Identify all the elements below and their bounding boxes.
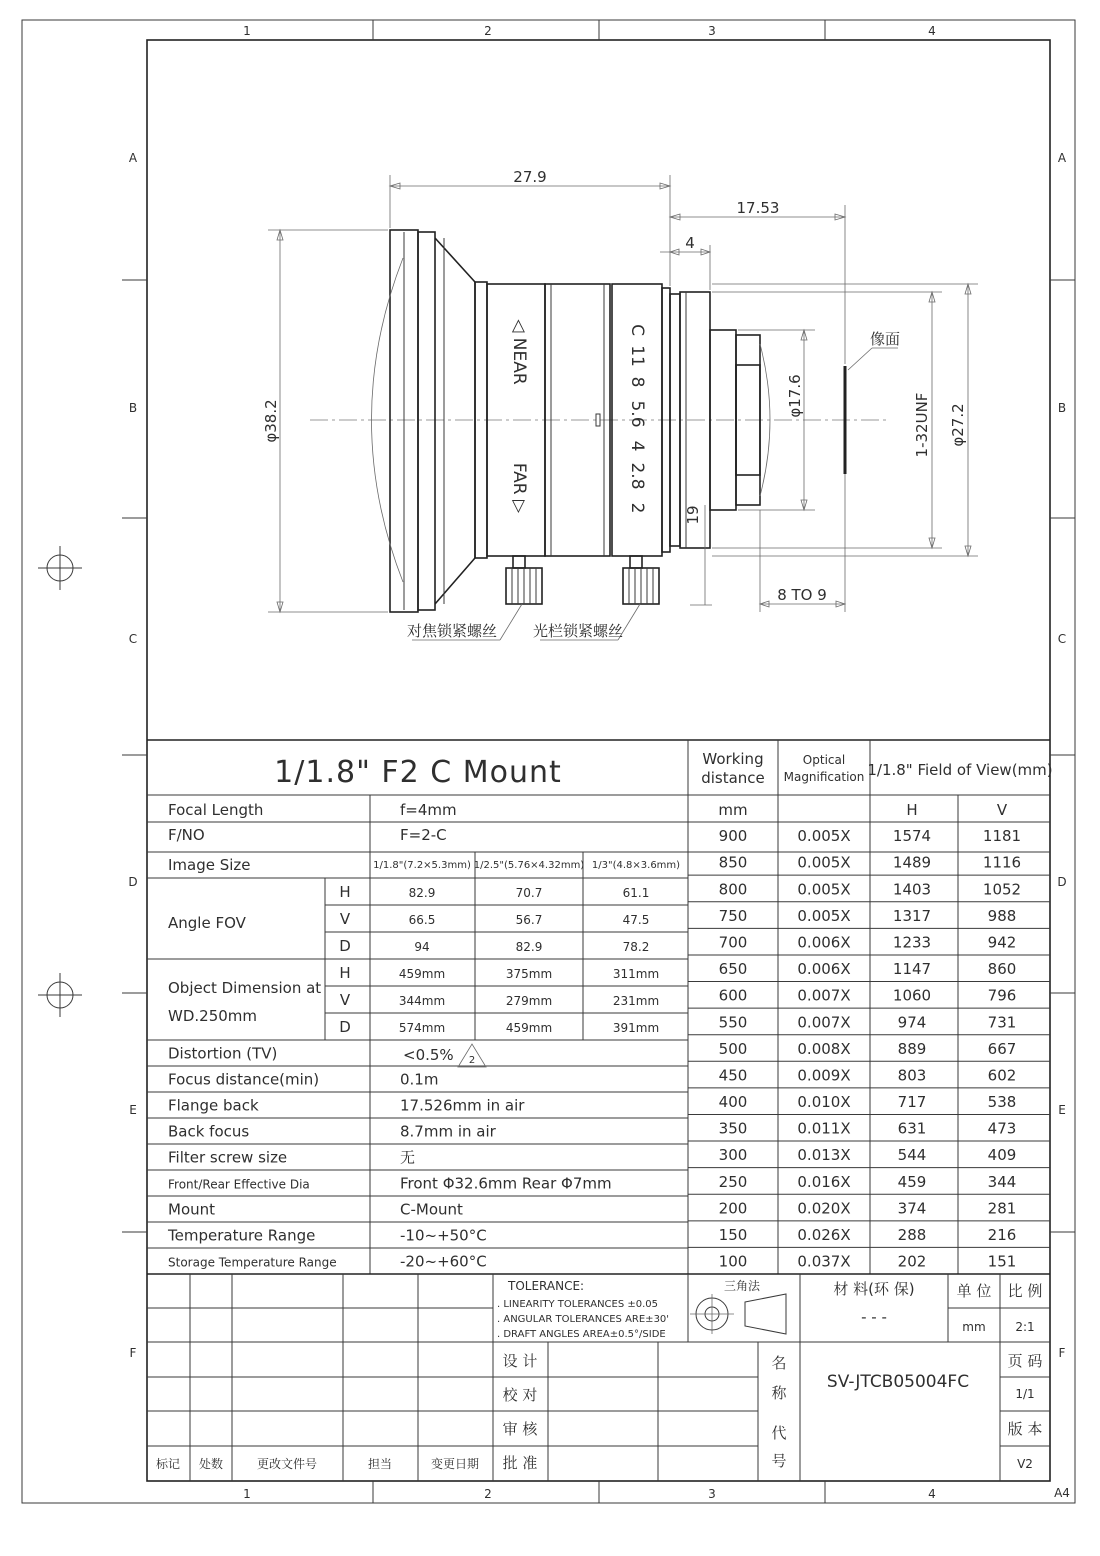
far-label: FAR ▷ xyxy=(509,462,529,514)
magnification-header: Optical xyxy=(802,753,846,767)
row-label: D xyxy=(1057,875,1067,889)
spec-title: 1/1.8" F2 C Mount xyxy=(274,755,562,790)
code-char: 号 xyxy=(771,1452,787,1470)
table-cell: 94 xyxy=(414,939,430,954)
page-value: 1/1 xyxy=(1015,1387,1035,1401)
dim-length: 27.9 xyxy=(513,168,547,186)
material-label: 材 料(环 保) xyxy=(833,1280,915,1298)
object-dimension-label: WD.250mm xyxy=(168,1007,258,1025)
working-distance-cell: 900 xyxy=(718,827,748,846)
table-cell: 391mm xyxy=(612,1020,660,1035)
fov-h-cell: 1489 xyxy=(892,853,932,872)
object-dimension-label: Object Dimension at xyxy=(168,979,322,997)
row-label: C xyxy=(1057,632,1067,646)
revision-header: 担当 xyxy=(367,1457,393,1471)
code-char: 代 xyxy=(771,1424,787,1442)
working-distance-cell: 650 xyxy=(718,960,748,979)
f-stop-label: C xyxy=(627,324,647,336)
dim-thread: 1-32UNF xyxy=(913,392,931,458)
magnification-cell: 0.010X xyxy=(797,1093,851,1112)
fov-h-cell: 803 xyxy=(897,1066,927,1085)
f-stop-label: 2 xyxy=(627,502,647,514)
fov-h-cell: 717 xyxy=(897,1093,927,1112)
axis-key: V xyxy=(339,990,351,1009)
row-label: A xyxy=(1057,151,1067,165)
row-label: F xyxy=(129,1346,137,1360)
working-distance-cell: 150 xyxy=(718,1225,748,1244)
working-distance-cell: 100 xyxy=(718,1252,748,1271)
fov-v-cell: 281 xyxy=(987,1199,1017,1218)
working-distance-header: distance xyxy=(701,769,765,787)
lens-drawing xyxy=(310,230,900,640)
table-cell: 47.5 xyxy=(622,912,650,927)
magnification-cell: 0.006X xyxy=(797,960,851,979)
spec-value: 0.1m xyxy=(400,1070,439,1089)
fov-v-cell: 860 xyxy=(987,960,1017,979)
revision-header: 变更日期 xyxy=(430,1457,480,1471)
fov-v-cell: 942 xyxy=(987,933,1017,952)
dim-small-diameter: 19 xyxy=(684,505,702,525)
col-label: 2 xyxy=(484,1487,492,1501)
unit-label: 单 位 xyxy=(956,1282,992,1300)
fov-v-cell: 216 xyxy=(987,1225,1017,1244)
dimensions xyxy=(262,168,978,612)
revision-header: 更改文件号 xyxy=(256,1457,318,1471)
image-size-value: 1/3"(4.8×3.6mm) xyxy=(591,860,681,871)
fov-v-cell: 796 xyxy=(987,986,1017,1005)
col-label: 4 xyxy=(928,1487,936,1501)
table-cell: 231mm xyxy=(612,993,660,1008)
version-label: 版 本 xyxy=(1007,1420,1043,1438)
image-plane-label: 像面 xyxy=(869,330,901,348)
magnification-cell: 0.037X xyxy=(797,1252,851,1271)
magnification-cell: 0.016X xyxy=(797,1172,851,1191)
spec-label: Temperature Range xyxy=(168,1226,316,1245)
axis-key: D xyxy=(339,1017,351,1036)
magnification-cell: 0.007X xyxy=(797,986,851,1005)
table-cell: 375mm xyxy=(505,966,553,981)
f-stop-label: 8 xyxy=(627,376,647,388)
fov-v-cell: 473 xyxy=(987,1119,1017,1138)
axis-key: V xyxy=(339,909,351,928)
magnification-cell: 0.020X xyxy=(797,1199,851,1218)
fov-h-cell: 1060 xyxy=(892,986,932,1005)
magnification-header: Magnification xyxy=(783,770,865,784)
working-distance-cell: 250 xyxy=(718,1172,748,1191)
working-distance-cell: 450 xyxy=(718,1066,748,1085)
fov-h-cell: 459 xyxy=(897,1172,927,1191)
fov-v-cell: 988 xyxy=(987,906,1017,925)
working-distance-cell: 400 xyxy=(718,1093,748,1112)
table-cell: 70.7 xyxy=(515,885,543,900)
col-label: 2 xyxy=(484,24,492,38)
fov-v-cell: 667 xyxy=(987,1039,1017,1058)
magnification-cell: 0.026X xyxy=(797,1225,851,1244)
material-value: - - - xyxy=(861,1308,887,1326)
table-cell: 459mm xyxy=(505,1020,553,1035)
spec-value: -20~+60°C xyxy=(400,1252,487,1271)
spec-value: 8.7mm in air xyxy=(400,1122,496,1141)
spec-label: Distortion (TV) xyxy=(168,1044,278,1063)
fov-v-cell: 538 xyxy=(987,1093,1017,1112)
table-cell: 56.7 xyxy=(515,912,543,927)
magnification-cell: 0.013X xyxy=(797,1146,851,1165)
table-cell: 66.5 xyxy=(408,912,436,927)
spec-label: Storage Temperature Range xyxy=(168,1255,337,1270)
spec-label: Mount xyxy=(168,1200,216,1219)
scale-value: 2:1 xyxy=(1015,1320,1035,1334)
spec-label: F/NO xyxy=(168,826,205,844)
tolerance-line: . ANGULAR TOLERANCES ARE±30' xyxy=(497,1314,670,1325)
revision-mark: 2 xyxy=(468,1055,476,1066)
working-distance-cell: 200 xyxy=(718,1199,748,1218)
magnification-cell: 0.007X xyxy=(797,1013,851,1032)
row-label: E xyxy=(1058,1103,1066,1117)
spec-label: Front/Rear Effective Dia xyxy=(168,1177,310,1192)
axis-key: H xyxy=(339,882,351,901)
f-stop-label: 5.6 xyxy=(627,400,647,428)
axis-key: H xyxy=(339,963,351,982)
part-number: SV-JTCB05004FC xyxy=(826,1372,970,1392)
col-label: 1 xyxy=(243,24,251,38)
dim-mount-diameter: φ27.2 xyxy=(949,403,967,447)
tolerance-title: TOLERANCE: xyxy=(508,1279,585,1293)
spec-value: C-Mount xyxy=(400,1200,463,1219)
fov-h-cell: 374 xyxy=(897,1199,927,1218)
table-cell: 574mm xyxy=(398,1020,446,1035)
magnification-cell: 0.005X xyxy=(797,827,851,846)
table-cell: 311mm xyxy=(612,966,660,981)
fov-h-cell: 1233 xyxy=(892,933,932,952)
row-label: E xyxy=(129,1103,137,1117)
dim-flange: 17.53 xyxy=(736,199,780,217)
table-cell: 344mm xyxy=(398,993,446,1008)
name-char: 名 xyxy=(771,1354,787,1372)
angle-fov-label: Angle FOV xyxy=(168,914,246,932)
revision-header: 标记 xyxy=(155,1457,181,1471)
image-size-value: 1/2.5"(5.76×4.32mm) xyxy=(473,860,585,871)
magnification-cell: 0.006X xyxy=(797,933,851,952)
unit-value: mm xyxy=(962,1320,986,1334)
spec-value: 无 xyxy=(400,1148,416,1167)
magnification-cell: 0.005X xyxy=(797,906,851,925)
projection-method: 三角法 xyxy=(723,1279,761,1293)
table-cell: 82.9 xyxy=(408,885,436,900)
fov-h-header: H xyxy=(906,801,918,819)
table-cell: 279mm xyxy=(505,993,553,1008)
dim-step: 4 xyxy=(685,234,695,252)
working-distance-cell: 550 xyxy=(718,1013,748,1032)
fov-h-cell: 974 xyxy=(897,1013,927,1032)
fov-h-cell: 202 xyxy=(897,1252,927,1271)
fov-h-cell: 1317 xyxy=(892,906,932,925)
page-label: 页 码 xyxy=(1007,1352,1043,1370)
paper-size: A4 xyxy=(1054,1486,1070,1500)
row-label: F xyxy=(1058,1346,1066,1360)
magnification-cell: 0.009X xyxy=(797,1066,851,1085)
col-label: 1 xyxy=(243,1487,251,1501)
spec-value: F=2-C xyxy=(400,826,447,844)
col-label: 3 xyxy=(708,1487,716,1501)
spec-label: Filter screw size xyxy=(168,1148,288,1167)
spec-value: f=4mm xyxy=(400,801,457,819)
spec-value: 17.526mm in air xyxy=(400,1096,525,1115)
sign-label-check: 校 对 xyxy=(502,1386,538,1404)
magnification-cell: 0.011X xyxy=(797,1119,851,1138)
table-cell: 78.2 xyxy=(622,939,650,954)
spec-label: Focal Length xyxy=(168,801,264,819)
iris-screw-label: 光栏锁紧螺丝 xyxy=(532,622,624,640)
magnification-cell: 0.008X xyxy=(797,1039,851,1058)
row-label: A xyxy=(128,151,138,165)
working-distance-cell: 700 xyxy=(718,933,748,952)
image-size-value: 1/1.8"(7.2×5.3mm) xyxy=(373,860,471,871)
fov-v-cell: 602 xyxy=(987,1066,1017,1085)
working-distance-cell: 750 xyxy=(718,906,748,925)
fov-v-cell: 344 xyxy=(987,1172,1017,1191)
scale-label: 比 例 xyxy=(1007,1282,1043,1300)
fov-h-cell: 1403 xyxy=(892,880,932,899)
fov-v-cell: 1116 xyxy=(982,853,1022,872)
magnification-cell: 0.005X xyxy=(797,853,851,872)
dim-protrusion: 8 TO 9 xyxy=(777,586,827,604)
revision-header: 处数 xyxy=(198,1457,224,1471)
fov-h-cell: 889 xyxy=(897,1039,927,1058)
spec-value: -10~+50°C xyxy=(400,1226,487,1245)
working-distance-cell: 300 xyxy=(718,1146,748,1165)
near-label: ◁ NEAR xyxy=(509,319,529,385)
f-stop-label: 11 xyxy=(627,345,647,367)
working-distance-unit: mm xyxy=(718,801,748,819)
sign-label-approve: 批 准 xyxy=(502,1454,538,1472)
fov-v-cell: 1052 xyxy=(982,880,1022,899)
working-distance-cell: 600 xyxy=(718,986,748,1005)
tolerance-line: . LINEARITY TOLERANCES ±0.05 xyxy=(497,1299,659,1310)
fov-v-cell: 731 xyxy=(987,1013,1017,1032)
working-distance-cell: 800 xyxy=(718,880,748,899)
distortion-value: <0.5% xyxy=(403,1046,454,1064)
spec-label: Image Size xyxy=(168,856,251,874)
row-label: D xyxy=(128,875,138,889)
sign-label-review: 审 核 xyxy=(502,1420,538,1438)
working-distance-cell: 500 xyxy=(718,1039,748,1058)
row-label: C xyxy=(128,632,138,646)
spec-label: Back focus xyxy=(168,1122,250,1141)
field-of-view-header: 1/1.8" Field of View(mm) xyxy=(867,761,1053,779)
f-stop-label: 4 xyxy=(627,440,647,452)
row-label: B xyxy=(128,401,138,415)
name-char: 称 xyxy=(771,1384,787,1402)
axis-key: D xyxy=(339,936,351,955)
fov-h-cell: 544 xyxy=(897,1146,927,1165)
focus-screw-label: 对焦锁紧螺丝 xyxy=(406,622,498,640)
magnification-cell: 0.005X xyxy=(797,880,851,899)
fov-h-cell: 1147 xyxy=(892,960,932,979)
table-cell: 459mm xyxy=(398,966,446,981)
dim-front-diameter: φ38.2 xyxy=(262,399,280,443)
tolerance-line: . DRAFT ANGLES AREA±0.5°/SIDE xyxy=(497,1329,666,1340)
sign-label-design: 设 计 xyxy=(502,1352,538,1370)
fov-v-cell: 409 xyxy=(987,1146,1017,1165)
col-label: 4 xyxy=(928,24,936,38)
working-distance-header: Working xyxy=(702,750,764,768)
table-cell: 82.9 xyxy=(515,939,543,954)
fov-h-cell: 288 xyxy=(897,1225,927,1244)
col-label: 3 xyxy=(708,24,716,38)
f-stop-label: 2.8 xyxy=(627,462,647,490)
fov-h-cell: 631 xyxy=(897,1119,927,1138)
fov-v-header: V xyxy=(996,801,1008,819)
version-value: V2 xyxy=(1017,1457,1033,1471)
fov-h-cell: 1574 xyxy=(892,827,932,846)
working-distance-cell: 850 xyxy=(718,853,748,872)
spec-label: Flange back xyxy=(168,1096,259,1115)
spec-label: Focus distance(min) xyxy=(168,1070,320,1089)
row-label: B xyxy=(1057,401,1067,415)
fov-v-cell: 151 xyxy=(987,1252,1017,1271)
table-cell: 61.1 xyxy=(622,885,650,900)
dim-inner-diameter: φ17.6 xyxy=(786,374,804,418)
working-distance-cell: 350 xyxy=(718,1119,748,1138)
fov-v-cell: 1181 xyxy=(982,827,1022,846)
spec-value: Front Φ32.6mm Rear Φ7mm xyxy=(400,1174,612,1193)
